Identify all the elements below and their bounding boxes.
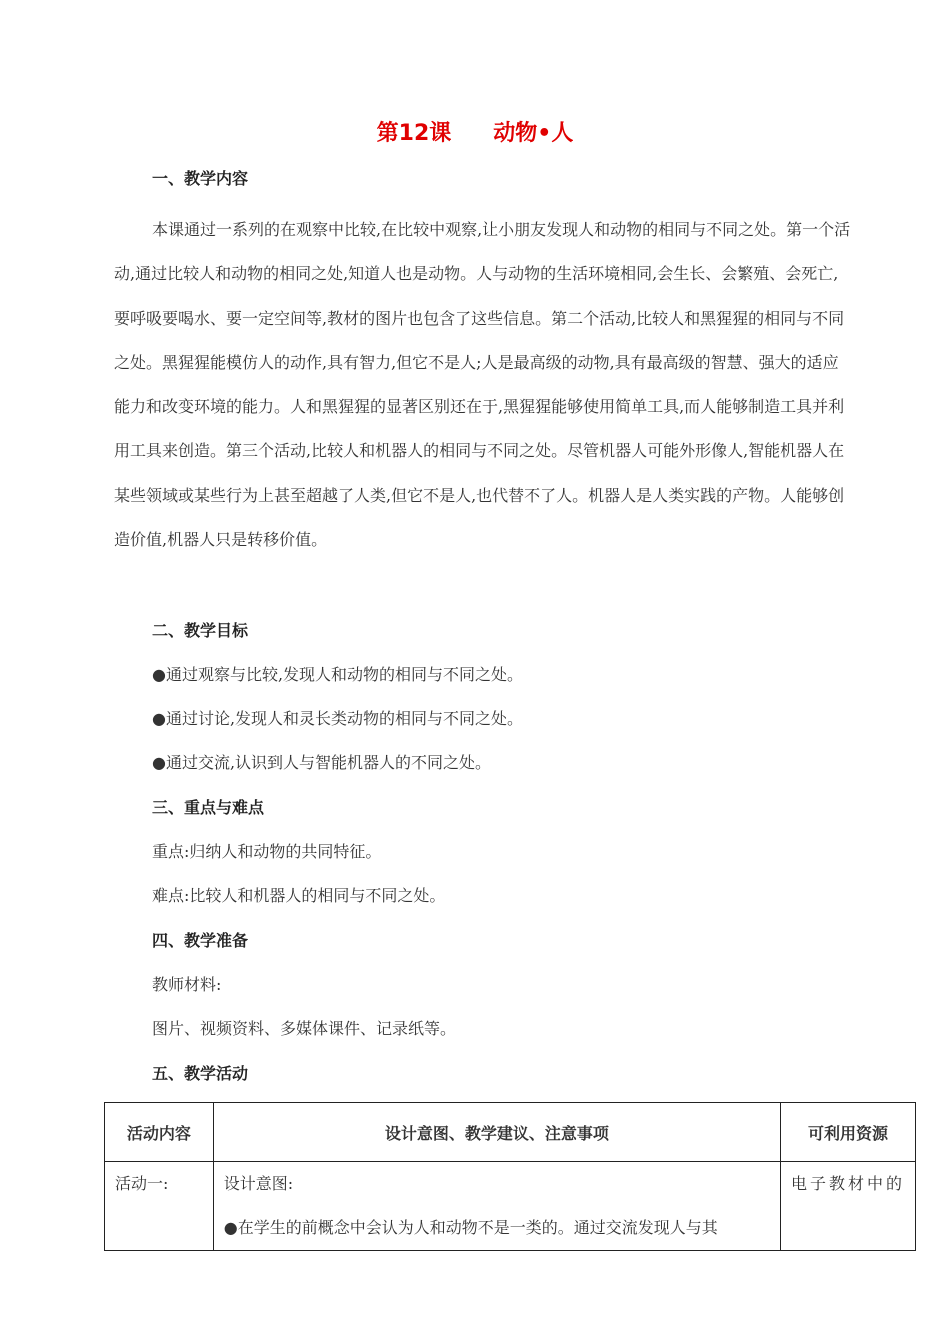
- prep-items: 图片、视频资料、多媒体课件、记录纸等。: [152, 1019, 457, 1038]
- resource-cell: [780, 1162, 915, 1251]
- section-heading-goals: 二、教学目标: [152, 621, 249, 640]
- content-paragraph: 本课通过一系列的在观察中比较,在比较中观察,让小朋友发现人和动物的相同与不同之处。第一个活动,通过比较人和动物的相同之处,知道人也是动物。人与动物的生活环境相同,会生长、会繁殖、会死亡,要呼吸要喝水、要一定空间等,教材的图片也包含了这些信息。第二个活动,比较人和黑猩猩的相同与不同之处。黑猩猩能模仿人的动作,具有智力,但它不是人;人是最高级的动物,具有最高级的智慧、强大的适应能力和改变环境的能力。人和黑猩猩的显著区别还在于,黑猩猩能够使用简单工具,而人能够制造工具并利用工具来创造。第三个活动,比较人和机器人的相同与不同之处。尽管机器人可能外形像人,智能机器人在某些领域或某些行为上甚至超越了人类,但它不是人,也代替不了人。机器人是人类实践的产物。人能够创造价值,机器人只是转移价值。: [114, 220, 851, 550]
- activity-cell: [105, 1162, 214, 1251]
- header-resources: 可利用资源: [780, 1103, 915, 1162]
- table-row: [105, 1162, 916, 1251]
- lesson-topic: 动物•人: [493, 121, 574, 146]
- activity-label: 活动一:: [115, 1174, 169, 1193]
- header-activity-content: 活动内容: [105, 1103, 214, 1162]
- lesson-title: [0, 116, 950, 147]
- lesson-number: 第12课: [376, 121, 452, 146]
- section-heading-preparation: 四、教学准备: [152, 931, 249, 950]
- prep-label: 教师材料:: [152, 975, 222, 994]
- section-heading-key-points: 三、重点与难点: [152, 798, 265, 817]
- design-label: 设计意图:: [223, 1174, 294, 1193]
- table-header-row: [105, 1103, 916, 1162]
- goal-item-1: ●通过观察与比较,发现人和动物的相同与不同之处。: [152, 665, 524, 684]
- section-heading-activities: 五、教学活动: [152, 1064, 249, 1083]
- goal-item-2: ●通过讨论,发现人和灵长类动物的相同与不同之处。: [152, 709, 524, 728]
- design-cell: [213, 1162, 780, 1251]
- header-design-intent: 设计意图、教学建议、注意事项: [213, 1103, 780, 1162]
- key-point: 重点:归纳人和动物的共同特征。: [152, 842, 382, 861]
- goal-item-3: ●通过交流,认识到人与智能机器人的不同之处。: [152, 753, 492, 772]
- difficulty-point: 难点:比较人和机器人的相同与不同之处。: [152, 886, 446, 905]
- design-text: ●在学生的前概念中会认为人和动物不是一类的。通过交流发现人与其: [223, 1218, 718, 1237]
- activity-table: [104, 1102, 916, 1251]
- resource-text: 电子教材中的: [790, 1174, 905, 1193]
- section-heading-content: 一、教学内容: [152, 169, 249, 188]
